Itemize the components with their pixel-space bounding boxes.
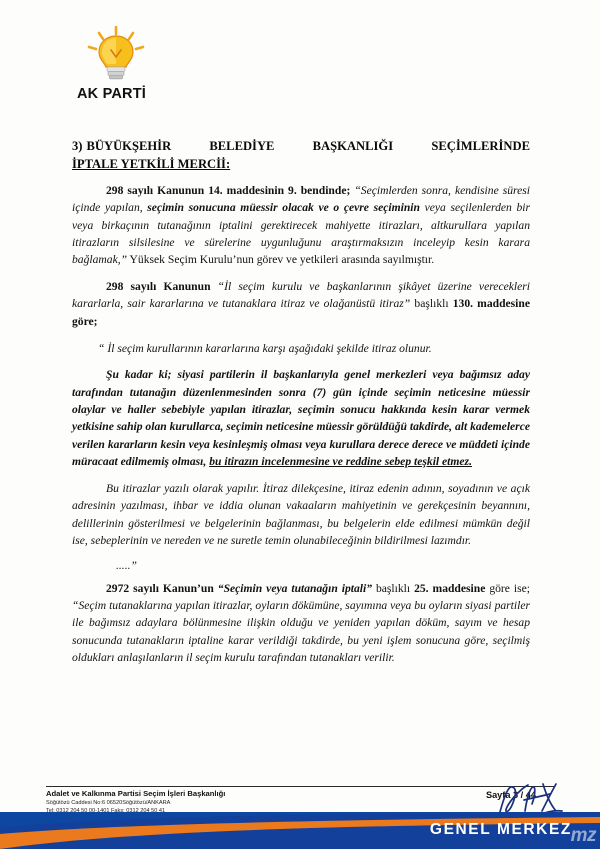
- quote-article-130-open: “ İl seçim kurullarının kararlarına karşı aşağıdaki şekilde itiraz olunur.: [98, 341, 432, 355]
- law-reference-2972: 2972 sayılı Kanun’un: [106, 581, 218, 595]
- page-title: [72, 138, 530, 174]
- article-130-reference: 130. maddesine göre;: [72, 297, 530, 328]
- logo-wordmark: [77, 86, 182, 102]
- footer-page-number: Sayfa 3 / 44: [485, 790, 536, 800]
- law-reference-298-14: 298 sayılı Kanunun 14. maddesinin 9. bendinde;: [106, 184, 351, 197]
- title-number: 3): [72, 139, 83, 153]
- quote-298-14-b: veya seçilenlerden bir veya birkaçının tutanağının iptalini gerektirecek mahiyette itirazları, altkurullara yapılan itirazların silsilesine ve sürelerine uygunluğunu araştırmaksızın inceleyip kesin karara bağlamak,”: [72, 201, 530, 267]
- band-title: GENEL MERKEZ: [429, 821, 572, 838]
- article-130-heading-quote: “İl seçim kurulu ve başkanlarının şikâyet üzerine verecekleri kararlarla, sair kararlarına ve tutanaklara itiraz ve olağanüstü itiraz”: [72, 280, 530, 311]
- document-body: [72, 182, 530, 676]
- footer-address: Söğütözü Caddesi No:6 06520Söğütözü/ANKARA: [46, 800, 171, 807]
- logo-text-ak: AK: [77, 86, 99, 102]
- lightbulb-icon: [84, 22, 148, 84]
- paragraph-7-mid2: göre ise;: [485, 581, 530, 595]
- law-reference-298: 298 sayılı Kanunun: [106, 280, 211, 294]
- footer-org-name: Adalet ve Kalkınma Partisi Seçim İşleri Başkanlığı: [46, 789, 226, 798]
- quote-article-25-body: “Seçim tutanaklarına yapılan itirazlar, oyların dökümüne, sayımına veya bu oyların siyasi partiler ile bağımsız adaylara bölünmesine ilişkin olduğu ve yeniden yapılan döküm, sayım ve hesap sonucunda tutanakların iptaline karar verildiği takdirde, bu yeni işlem sonucuna göre, seçilmiş oldukları anlaşılanların il seçim kurulu tarafından tutanakları verilir.: [72, 599, 530, 665]
- ellipsis-marker: .....”: [116, 558, 137, 572]
- lightbulb-glyph: [84, 26, 148, 86]
- paragraph-1-tail: Yüksek Seçim Kurulu’nun görev ve yetkileri arasında sayılmıştır.: [127, 253, 435, 267]
- quote-article-130-underlined: bu itirazın incelenmesine ve reddine sebep teşkil etmez.: [209, 455, 472, 469]
- paragraph-2-mid: başlıklı: [410, 297, 453, 311]
- quote-article-130-body: Şu kadar ki; siyasi partilerin il başkanlarıyla genel merkezleri veya bağımsız aday tarafından tutanağın düzenlenmesinden sonra (7) gün içinde seçimin neticesine müessir olaylar ve haller sebebiyle yapılan itirazlar, seçimin sonucu hakkında kesin karar vermek yetkisine sahip olan kurullarca, seçimin neticesine müessir görüldüğü takdirde, alt kademelerce verilen kararların kesin veya kesinleşmiş olması veya kurullara derece derece ve müddeti içinde müracaat edilmemiş olması,: [72, 368, 530, 469]
- paragraph-2: [72, 278, 530, 330]
- article-25-reference: 25. maddesine: [414, 581, 486, 595]
- brand-footer-band: [0, 812, 600, 849]
- title-line-1: [72, 138, 530, 156]
- paragraph-7: [72, 580, 530, 667]
- quote-298-14-a: “Seçimlerden sonra, kendisine süresi içinde yapılan,: [72, 184, 530, 215]
- paragraph-7-mid: başlıklı: [372, 581, 415, 595]
- logo-text-parti: PARTİ: [102, 86, 147, 102]
- paragraph-5: [72, 480, 530, 549]
- ak-parti-logo: [72, 22, 182, 112]
- footer-divider: [46, 786, 554, 787]
- watermark-text: mz: [570, 825, 596, 846]
- paragraph-4: [72, 366, 530, 470]
- article-25-heading-quote: “Seçimin veya tutanağın iptali”: [217, 581, 373, 595]
- paragraph-3: [72, 340, 530, 357]
- title-line-2: İPTALE YETKİLİ MERCİİ:: [72, 156, 231, 171]
- title-text-1: BÜYÜKŞEHİR BELEDİYE BAŞKANLIĞI SEÇİMLERİNDE: [86, 139, 530, 153]
- paragraph-1: [72, 182, 530, 269]
- quote-objection-procedure: Bu itirazlar yazılı olarak yapılır. İtiraz dilekçesine, itiraz edenin adının, soyadının ve açık adresinin yazılması, ihbar ve iddia olunan vakaaların mahiyetinin ve gerekçesinin beyannını, delillerinin gösterilmesi ve belgelerinin bağlanması, bu belgelerin elde edilmesi mümkün değil ise, sebeplerinin ve nereden ve ne suretle temin olunabileceğinin bildirilmesi lazımdır.: [72, 481, 530, 547]
- quote-298-14-emphasis: seçimin sonucuna müessir olacak ve o çevre seçiminin: [147, 201, 420, 215]
